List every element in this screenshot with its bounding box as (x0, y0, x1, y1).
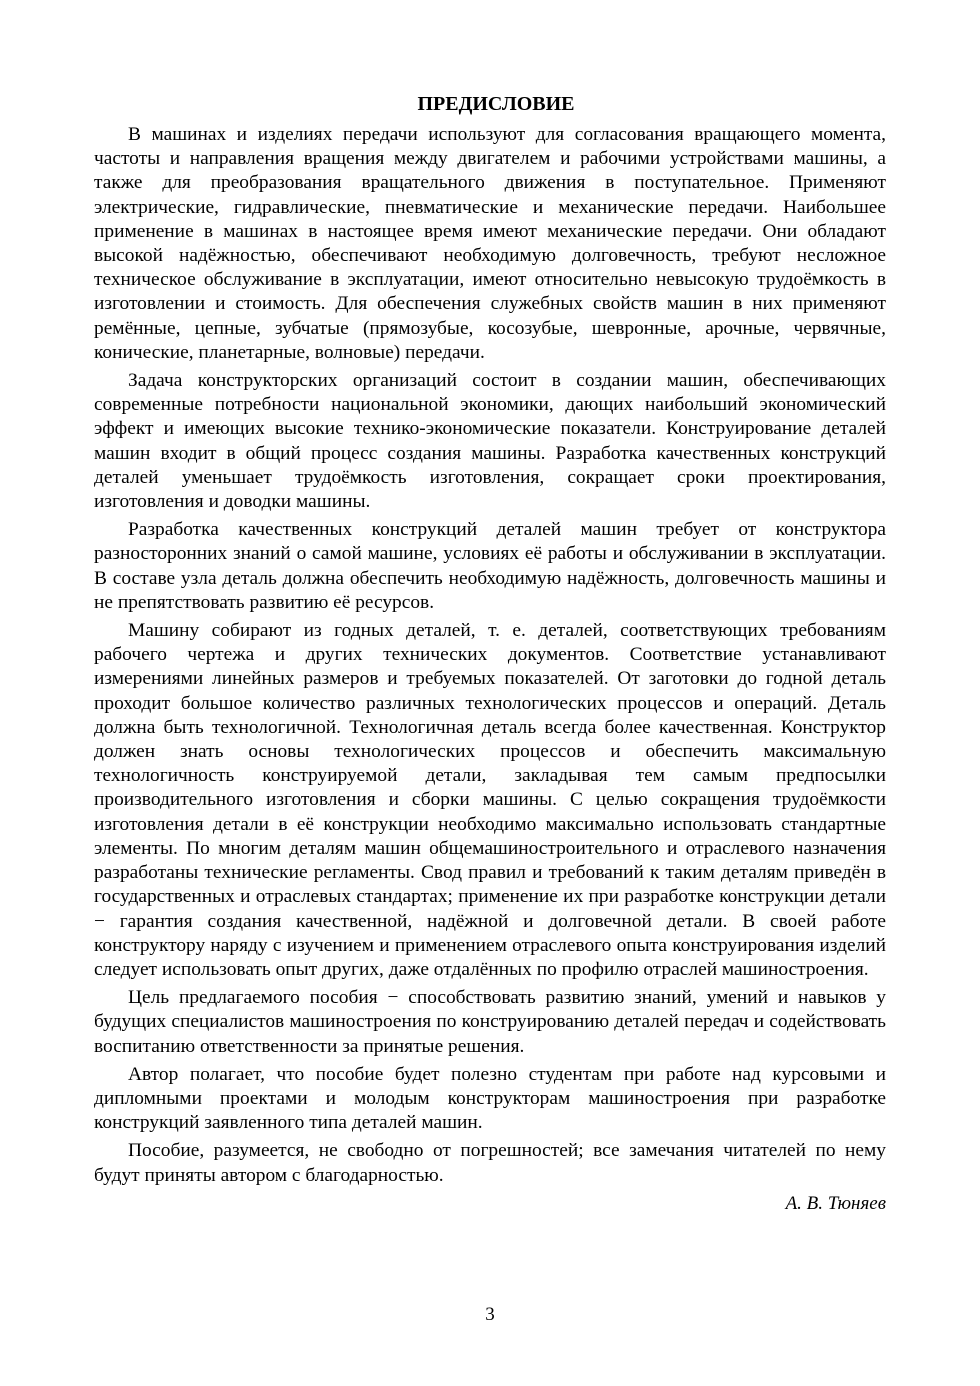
page-title: ПРЕДИСЛОВИЕ (417, 93, 575, 115)
page-number: 3 (485, 1304, 495, 1325)
paragraph-transmissions: В машинах и изделиях передачи используют для согласования вращающего момента, частоты и направления вращения между двигателем и рабочими устройствами машины, а также для преобразования вращательного движения в поступательное. Применяют электрические, гидравлические, пневматические и механические передачи. Наибольшее применение в машинах в настоящее время имеют механические передачи. Они обладают высокой надёжностью, обеспечивают необходимую долговечность, требуют несложное техническое обслуживание в эксплуатации, имеют относительно невысокую трудоёмкость в изготовлении и стоимость. Для обеспечения служебных свойств машин в них применяют ремённые, цепные, зубчатые (прямозубые, косозубые, шевронные, арочные, червячные, конические, планетарные, волновые) передачи. (94, 124, 886, 363)
paragraph-acknowledgement: Пособие, разумеется, не свободно от погрешностей; все замечания читателей по нему будут приняты автором с благодарностью. (94, 1140, 886, 1186)
paragraph-manufacturability: Машину собирают из годных деталей, т. е. деталей, соответствующих требованиям рабочего чертежа и других технических документов. Соответствие устанавливают измерениями линейных размеров и требуемых показателей. От заготовки до годной деталь проходит большое количество различных технологических процессов и операций. Деталь должна быть технологичной. Технологичная деталь всегда более качественная. Конструктор должен знать основы технологических процессов и обеспечить максимальную технологичность конструируемой детали, закладывая тем самым предпосылки производительного изготовления и сборки машины. С целью сокращения трудоёмкости изготовления детали в её конструкции необходимо максимально использовать стандартные элементы. По многим деталям машин общемашиностроительного и отраслевого назначения разработаны технические регламенты. Свод правил и требований к таким деталям приведён в государственных и отраслевых стандартах; применение их при разработке конструкции детали − гарантия создания качественной, надёжной и долговечной детали. В своей работе конструктору наряду с изучением и применением отраслевого опыта конструирования изделий следует использовать опыт других, даже отдалённых по профилю отраслей машиностроения. (94, 620, 886, 980)
paragraph-purpose: Цель предлагаемого пособия − способствовать развитию знаний, умений и навыков у будущих специалистов машиностроения по конструированию деталей передач и содействовать воспитанию ответственности за принятые решения. (94, 987, 886, 1057)
paragraph-design-knowledge: Разработка качественных конструкций деталей машин требует от конструктора разносторонних знаний о самой машине, условиях её работы и обслуживании в эксплуатации. В составе узла деталь должна обеспечить необходимую надёжность, долговечность машины и не препятствовать развитию её ресурсов. (94, 519, 886, 613)
paragraph-design-task: Задача конструкторских организаций состоит в создании машин, обеспечивающих современные потребности национальной экономики, дающих наибольший экономический эффект и имеющих высокие технико-экономические показатели. Конструирование деталей машин входит в общий процесс создания машины. Разработка качественных конструкций деталей уменьшает трудоёмкость изготовления, сокращает сроки проектирования, изготовления и доводки машины. (94, 370, 886, 513)
paragraph-audience: Автор полагает, что пособие будет полезно студентам при работе над курсовыми и дипломными проектами и молодым конструкторам машиностроения при разработке конструкций заявленного типа деталей машин. (94, 1063, 886, 1134)
author-signature: А. В. Тюняев (785, 1192, 886, 1214)
preface-page (94, 91, 886, 1216)
